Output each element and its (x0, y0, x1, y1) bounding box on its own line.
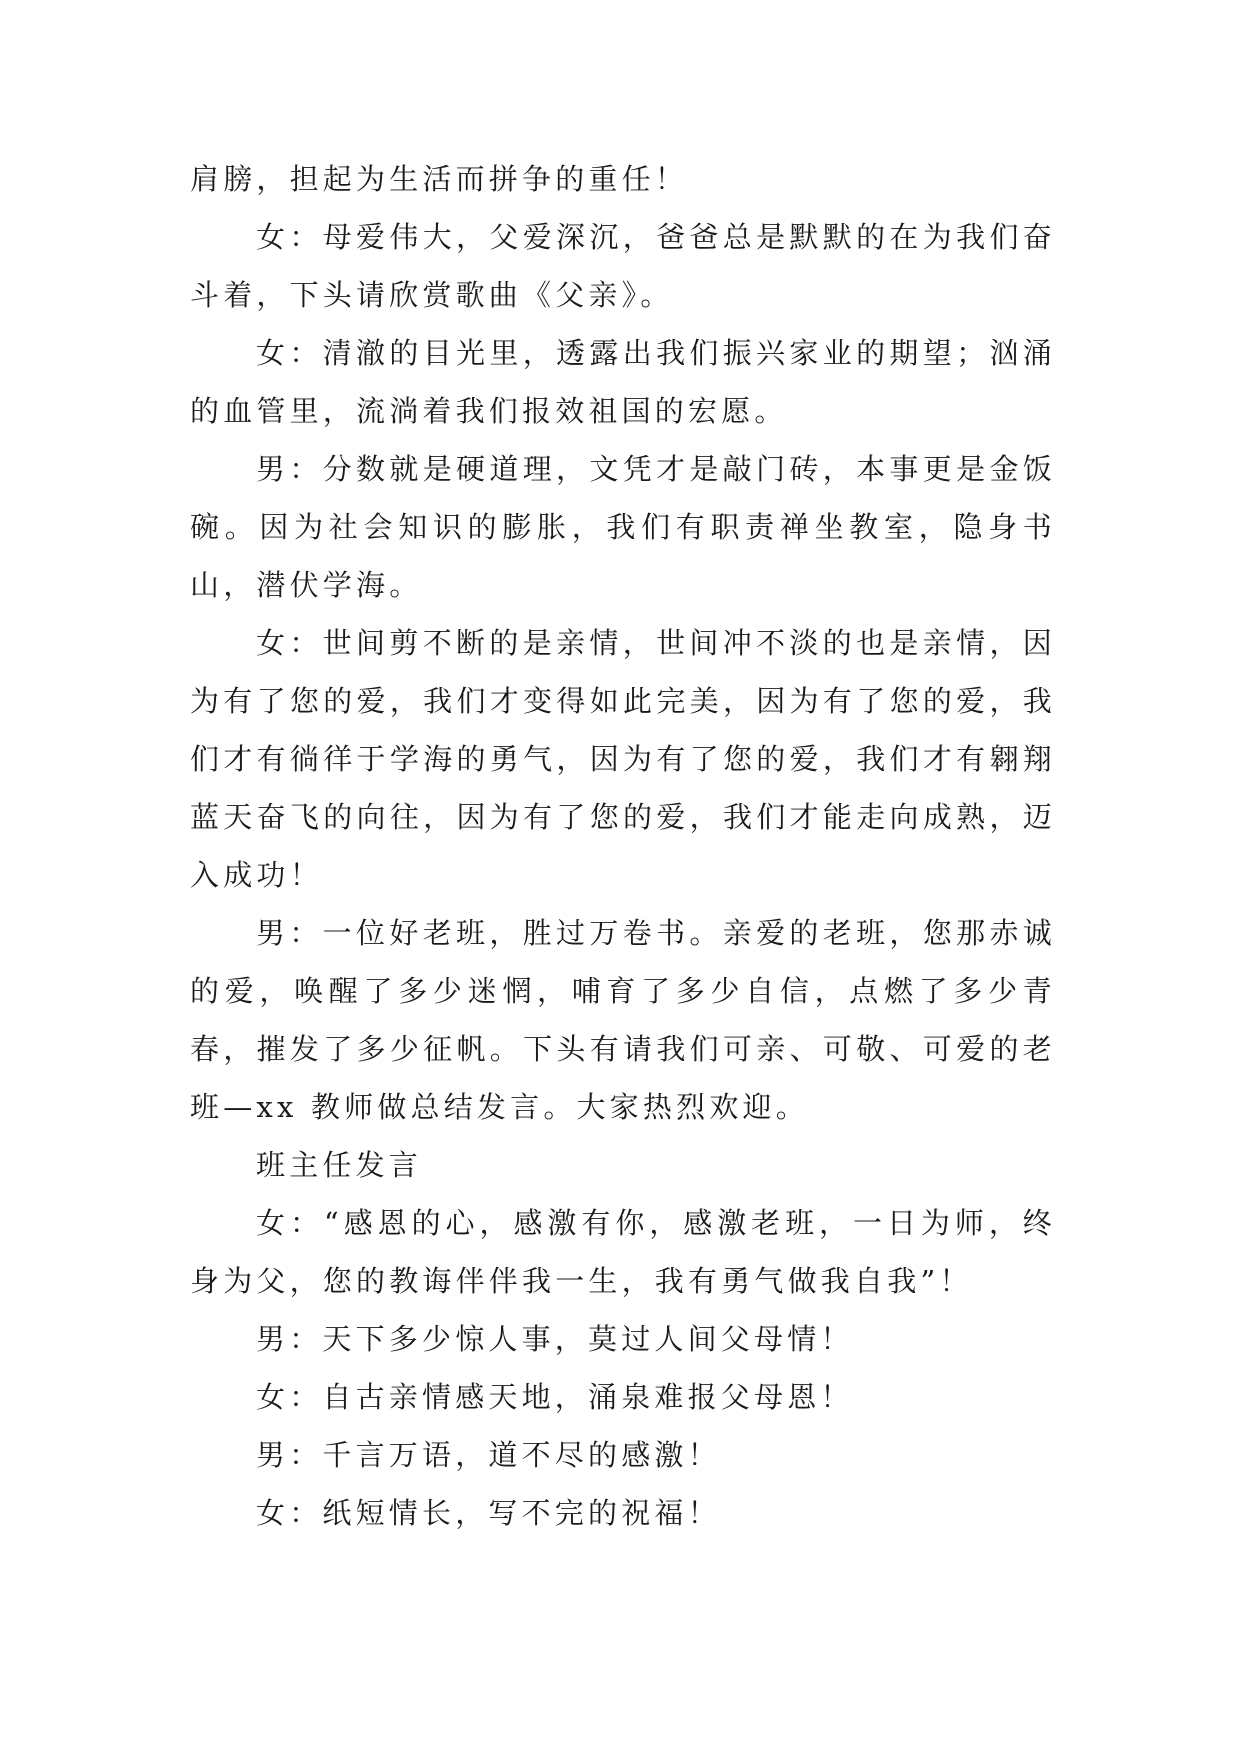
paragraph-female-aspiration: 女：清澈的目光里，透露出我们振兴家业的期望；汹涌的血管里，流淌着我们报效祖国的宏愿。 (190, 336, 1056, 428)
paragraph-male-teacher: 男：一位好老班，胜过万卷书。亲爱的老班，您那赤诚的爱，唤醒了多少迷惘，哺育了多少自信，点燃了多少青春，摧发了多少征帆。下头有请我们可亲、可敬、可爱的老班—xx 教师做总结发言。大家热烈欢迎。 (190, 916, 1056, 1124)
paragraph-female-blessing: 女：纸短情长，写不完的祝福！ (256, 1496, 721, 1530)
document-body (190, 150, 1056, 1542)
paragraph-teacher-speech: 班主任发言 (256, 1148, 423, 1182)
paragraph-male-study: 男：分数就是硬道理，文凭才是敲门砖，本事更是金饭碗。因为社会知识的膨胀，我们有职责禅坐教室，隐身书山，潜伏学海。 (190, 452, 1056, 602)
paragraph-male-parents: 男：天下多少惊人事，莫过人间父母情！ (256, 1322, 854, 1356)
paragraph-male-thanks: 男：千言万语，道不尽的感激！ (256, 1438, 721, 1472)
paragraph-female-gratitude: 女：“感恩的心，感激有你，感激老班，一日为师，终身为父，您的教诲伴伴我一生，我有勇气做我自我”！ (190, 1206, 1056, 1298)
paragraph-female-song-intro: 女：母爱伟大，父爱深沉，爸爸总是默默的在为我们奋斗着，下头请欣赏歌曲《父亲》。 (190, 220, 1056, 312)
paragraph-continuation: 肩膀，担起为生活而拼争的重任！ (190, 162, 689, 196)
paragraph-female-parents: 女：自古亲情感天地，涌泉难报父母恩！ (256, 1380, 854, 1414)
paragraph-female-love: 女：世间剪不断的是亲情，世间冲不淡的也是亲情，因为有了您的爱，我们才变得如此完美，因为有了您的爱，我们才有徜徉于学海的勇气，因为有了您的爱，我们才有翱翔蓝天奋飞的向往，因为有了您的爱，我们才能走向成熟，迈入成功！ (190, 626, 1056, 892)
